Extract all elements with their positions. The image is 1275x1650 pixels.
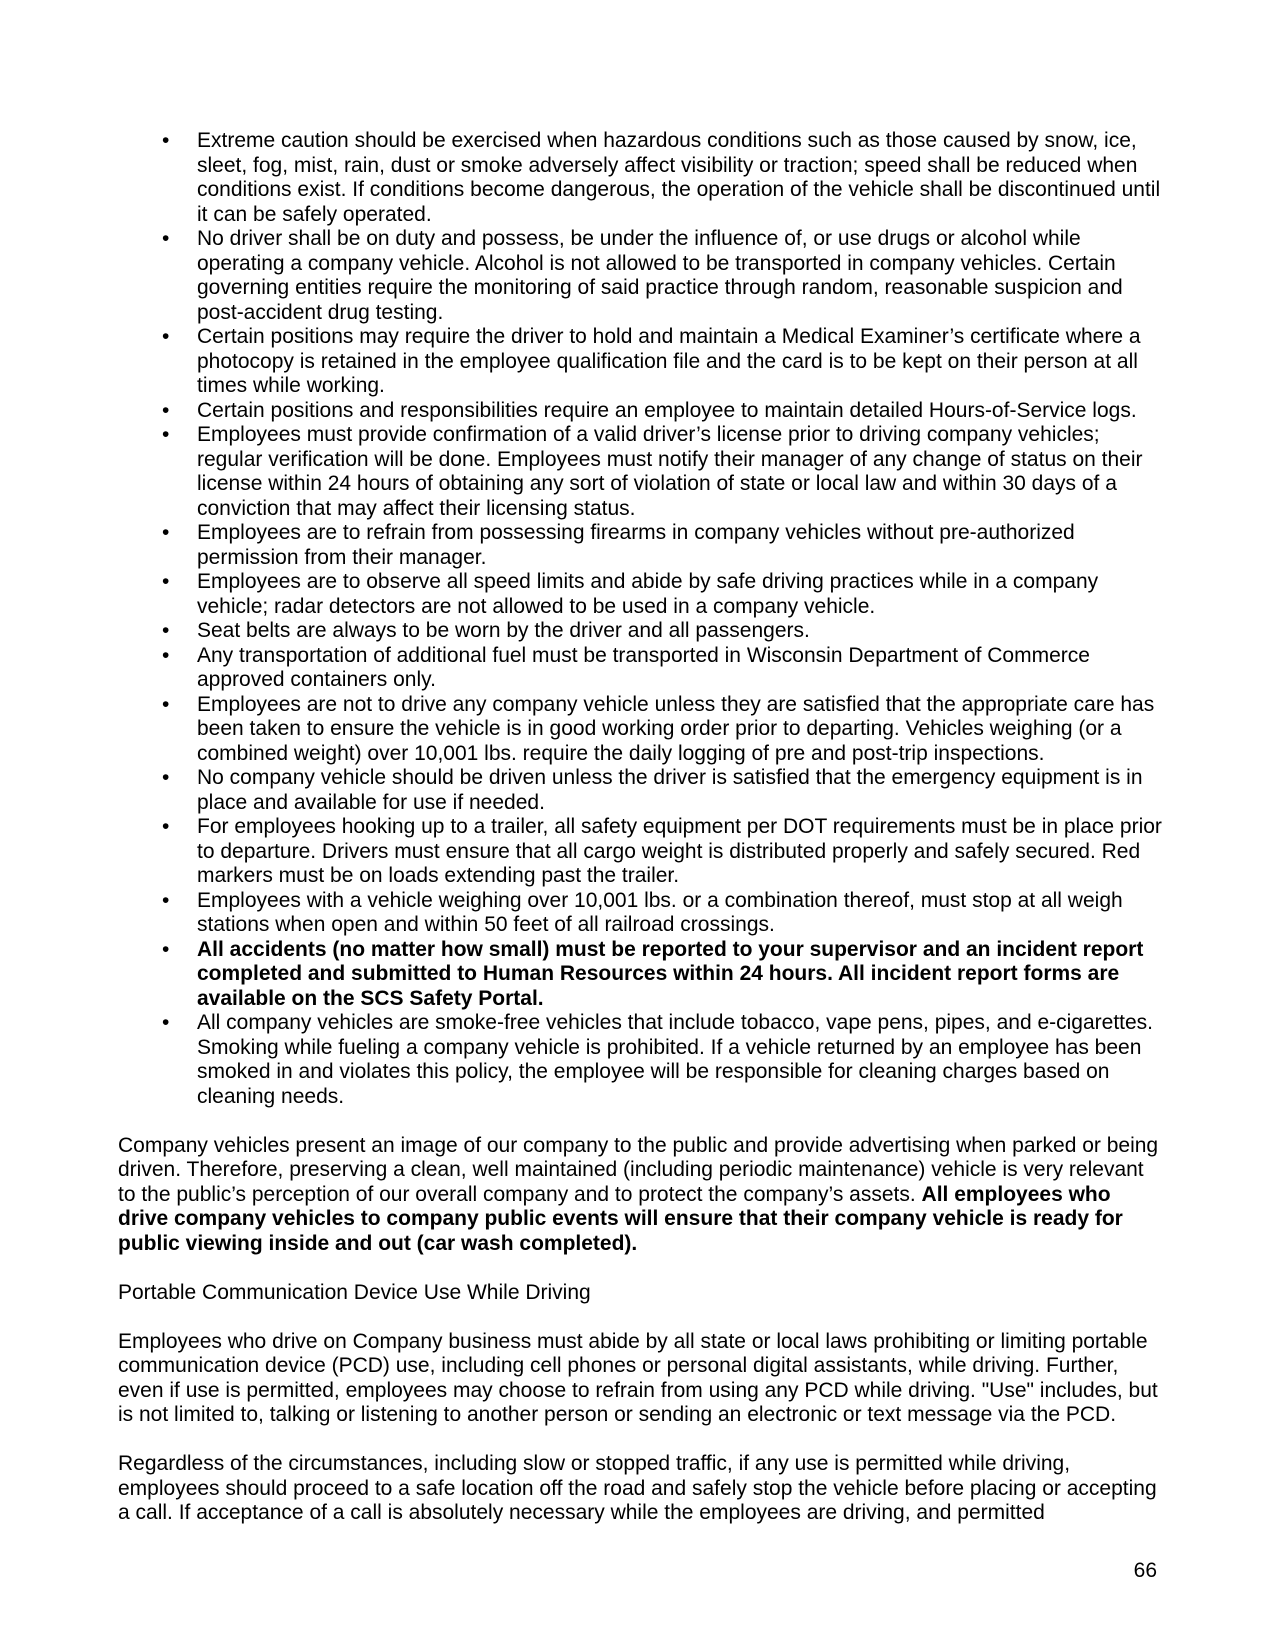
- policy-bullet-item: [118, 766, 1163, 815]
- policy-bullet-text: Employees must provide confirmation of a valid driver’s license prior to driving company vehicles; regular verification will be done. Employees must notify their manager of any change of status on their license within 24 hours of obtaining any sort of violation of state or local law and within 30 days of a conviction that may affect their licensing status.: [197, 423, 1143, 520]
- policy-bullet-text: Certain positions and responsibilities require an employee to maintain detailed Hours-of-Service logs.: [197, 398, 1137, 422]
- policy-bullet-text: For employees hooking up to a trailer, all safety equipment per DOT requirements must be in place prior to departure. Drivers must ensure that all cargo weight is distributed properly and safely secured. Red markers must be on loads extending past the trailer.: [197, 815, 1162, 887]
- policy-bullet-text: Employees are to observe all speed limits and abide by safe driving practices while in a company vehicle; radar detectors are not allowed to be used in a company vehicle.: [197, 570, 1099, 618]
- policy-bullet-text: Any transportation of additional fuel must be transported in Wisconsin Department of Commerce approved containers only.: [197, 643, 1090, 691]
- vehicle-policy-bullet-list: [118, 129, 1163, 1109]
- pcd-paragraph-1: Employees who drive on Company business must abide by all state or local laws prohibiting or limiting portable communication device (PCD) use, including cell phones or personal digital assistants, while driving. Further, even if use is permitted, employees may choose to refrain from using any PCD while driving. "Use" includes, but is not limited to, talking or listening to another person or sending an electronic or text message via the PCD.: [118, 1329, 1158, 1426]
- vehicle-image-paragraph-bold: All employees who drive company vehicles to company public events will ensure that their company vehicle is ready for public viewing inside and out (car wash completed).: [118, 1182, 1123, 1255]
- policy-bullet-item: [118, 227, 1163, 325]
- policy-bullet-item: [118, 129, 1163, 227]
- policy-bullet-item: [118, 619, 1163, 644]
- policy-bullet-item: [118, 644, 1163, 693]
- policy-bullet-item: [118, 423, 1163, 521]
- policy-bullet-item: [118, 815, 1163, 889]
- policy-bullet-item: [118, 325, 1163, 399]
- policy-bullet-item: [118, 889, 1163, 938]
- pcd-paragraph-2: Regardless of the circumstances, including slow or stopped traffic, if any use is permitted while driving, employees should proceed to a safe location off the road and safely stop the vehicle before placing or accepting a call. If acceptance of a call is absolutely necessary while the employees are driving, and permitted: [118, 1452, 1157, 1524]
- policy-bullet-text: No driver shall be on duty and possess, be under the influence of, or use drugs or alcohol while operating a company vehicle. Alcohol is not allowed to be transported in company vehicles. Certain governing entities require the monitoring of said practice through random, reasonable suspicion and post-accident drug testing.: [197, 227, 1123, 324]
- policy-bullet-text: Employees are not to drive any company vehicle unless they are satisfied that the appropriate care has been taken to ensure the vehicle is in good working order prior to departing. Vehicles weighing (or a combined weight) over 10,001 lbs. require the daily logging of pre and post-trip inspections.: [197, 692, 1155, 765]
- policy-bullet-item: [118, 521, 1163, 570]
- policy-bullet-text: Seat belts are always to be worn by the driver and all passengers.: [197, 619, 810, 642]
- policy-bullet-item: [118, 1011, 1163, 1109]
- policy-bullet-text: Extreme caution should be exercised when hazardous conditions such as those caused by snow, ice, sleet, fog, mist, rain, dust or smoke adversely affect visibility or traction; speed shall be reduced when conditions exist. If conditions become dangerous, the operation of the vehicle shall be discontinued until it can be safely operated.: [197, 129, 1161, 226]
- page-content: [118, 129, 1163, 1526]
- pcd-section-heading: Portable Communication Device Use While Driving: [118, 1280, 591, 1304]
- page-number: 66: [1133, 1559, 1157, 1582]
- policy-bullet-text: Employees with a vehicle weighing over 10,001 lbs. or a combination thereof, must stop at all weigh stations when open and within 50 feet of all railroad crossings.: [197, 888, 1123, 936]
- policy-bullet-text: Employees are to refrain from possessing firearms in company vehicles without pre-authorized permission from their manager.: [197, 521, 1075, 569]
- policy-bullet-text: All company vehicles are smoke-free vehicles that include tobacco, vape pens, pipes, and e-cigarettes. Smoking while fueling a company vehicle is prohibited. If a vehicle returned by an employee has been smoked in and violates this policy, the employee will be responsible for cleaning charges based on cleaning needs.: [197, 1011, 1154, 1108]
- vehicle-image-paragraph-normal: Company vehicles present an image of our company to the public and provide advertising when parked or being driven. Therefore, preserving a clean, well maintained (including periodic maintenance) vehicle is very relevant to the public’s perception of our overall company and to protect the company’s assets.: [118, 1133, 1159, 1206]
- policy-bullet-item: [118, 693, 1163, 767]
- policy-bullet-item: [118, 570, 1163, 619]
- policy-bullet-text: All accidents (no matter how small) must be reported to your supervisor and an incident report completed and submitted to Human Resources within 24 hours. All incident report forms are available on the SCS Safety Portal.: [197, 937, 1144, 1010]
- policy-bullet-text: Certain positions may require the driver to hold and maintain a Medical Examiner’s certificate where a photocopy is retained in the employee qualification file and the card is to be kept on their person at all times while working.: [197, 325, 1141, 397]
- policy-bullet-item: [118, 399, 1163, 424]
- policy-bullet-item: [118, 938, 1163, 1012]
- policy-bullet-text: No company vehicle should be driven unless the driver is satisfied that the emergency equipment is in place and available for use if needed.: [197, 766, 1143, 814]
- vehicle-image-paragraph: [118, 1134, 1163, 1257]
